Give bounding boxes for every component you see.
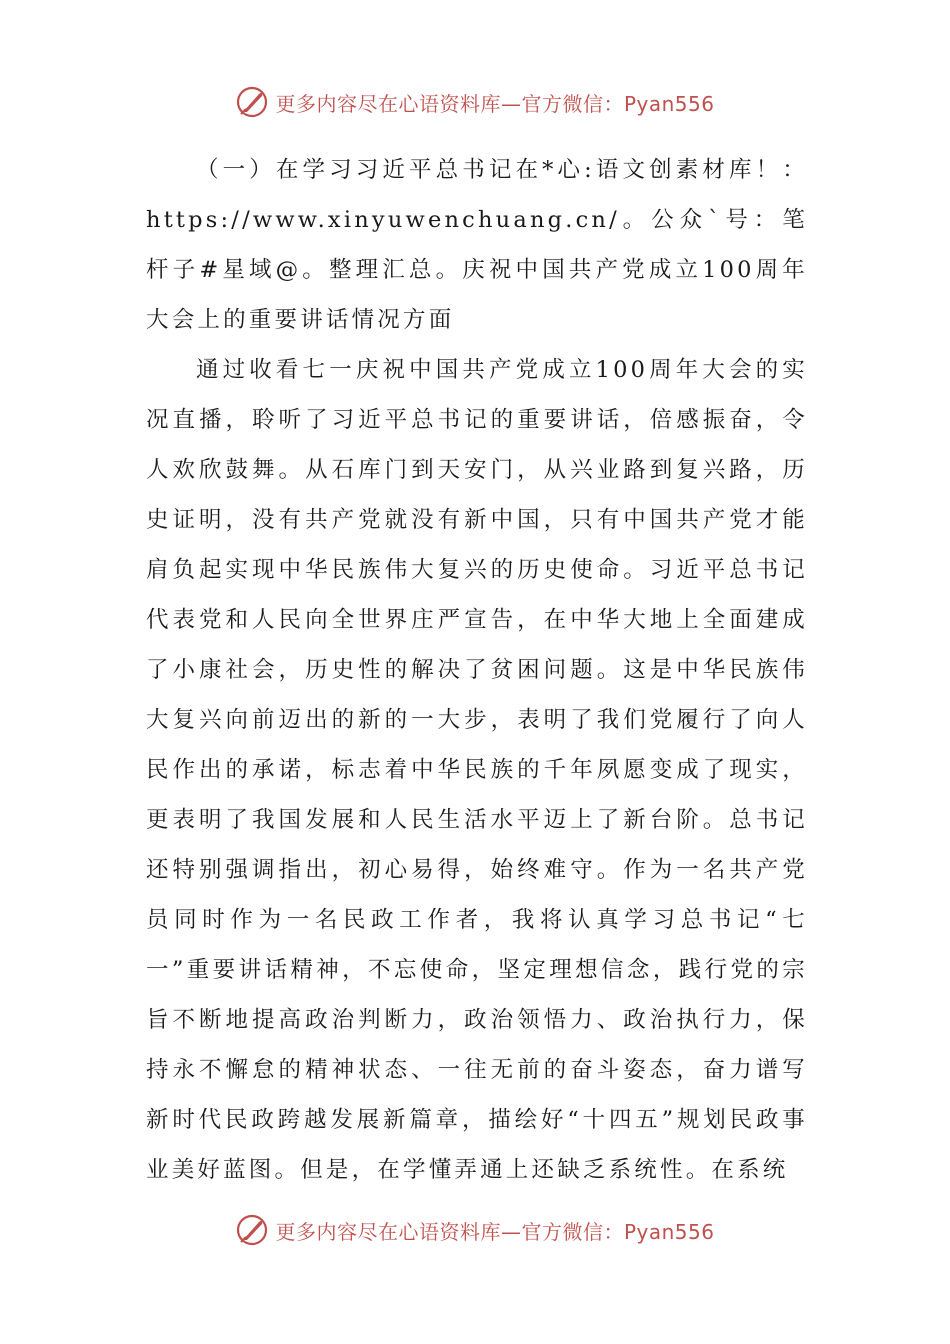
document-body	[146, 145, 808, 1195]
watermark-text: 更多内容尽在心语资料库—官方微信：Pyan556	[275, 1219, 715, 1244]
quill-pen-logo-icon	[235, 1213, 269, 1247]
header-watermark	[0, 82, 950, 122]
section-heading: （一）在学习习近平总书记在*心:语文创素材库！：https://www.xinyuwenchuang.cn/。公众`号：笔杆子#星域@。整理汇总。庆祝中国共产党成立100周年大会上的重要讲话情况方面	[146, 157, 808, 333]
quill-pen-logo-icon	[235, 85, 269, 119]
watermark-text: 更多内容尽在心语资料库—官方微信：Pyan556	[275, 91, 715, 116]
footer-watermark	[0, 1210, 950, 1250]
body-paragraph: 通过收看七一庆祝中国共产党成立100周年大会的实况直播，聆听了习近平总书记的重要讲话，倍感振奋，令人欢欣鼓舞。从石库门到天安门，从兴业路到复兴路，历史证明，没有共产党就没有新中国，只有中国共产党才能肩负起实现中华民族伟大复兴的历史使命。习近平总书记代表党和人民向全世界庄严宣告，在中华大地上全面建成了小康社会，历史性的解决了贫困问题。这是中华民族伟大复兴向前迈出的新的一大步，表明了我们党履行了向人民作出的承诺，标志着中华民族的千年夙愿变成了现实，更表明了我国发展和人民生活水平迈上了新台阶。总书记还特别强调指出，初心易得，始终难守。作为一名共产党员同时作为一名民政工作者，我将认真学习总书记“七一”重要讲话精神，不忘使命，坚定理想信念，践行党的宗旨不断地提高政治判断力，政治领悟力、政治执行力，保持永不懈怠的精神状态、一往无前的奋斗姿态，奋力谱写新时代民政跨越发展新篇章，描绘好“十四五”规划民政事业美好蓝图。但是，在学懂弄通上还缺乏系统性。在系统	[146, 357, 808, 1183]
